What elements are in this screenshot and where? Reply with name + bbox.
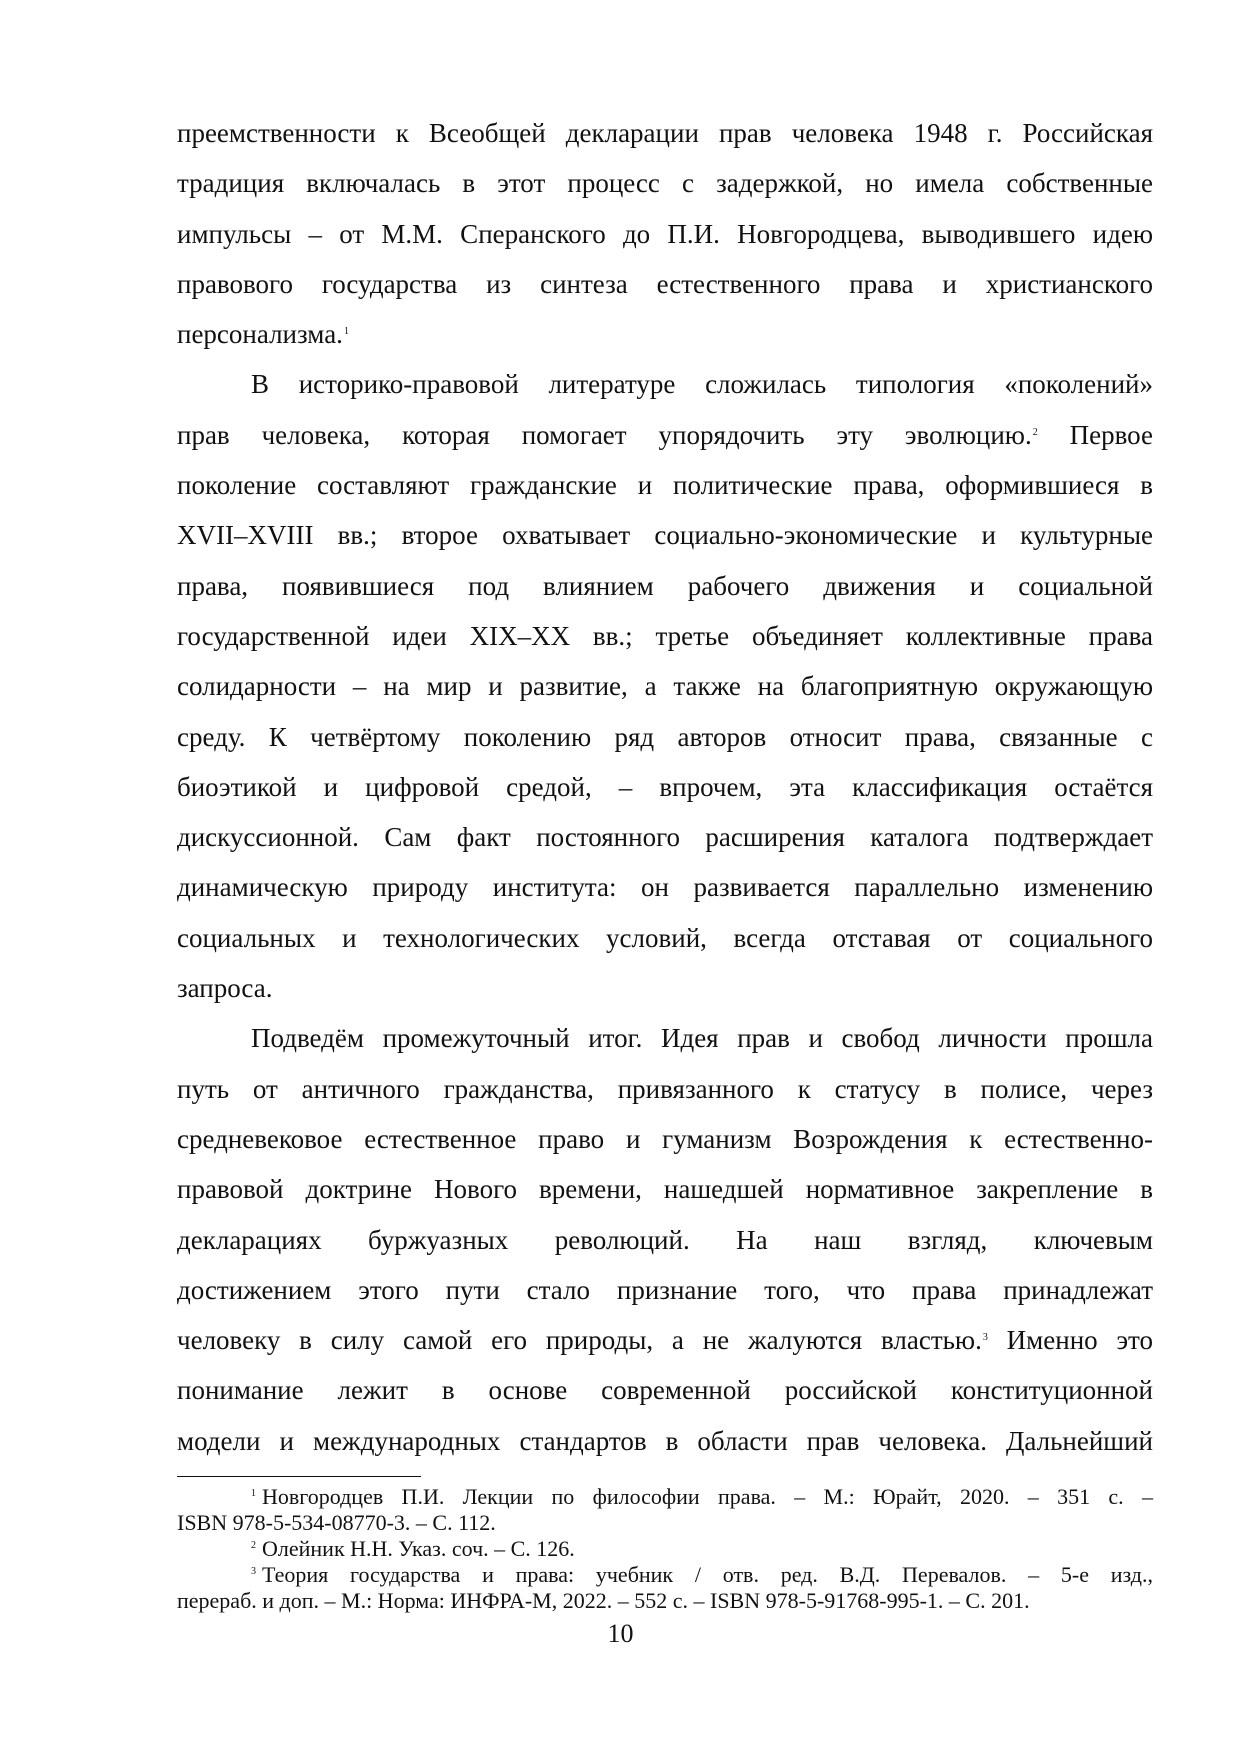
paragraph-3 [177, 1013, 1153, 1466]
text-line [177, 410, 1153, 460]
footnote-reference: 3 [982, 1332, 988, 1344]
text-line: поколение составляют гражданские и политические права, оформившиеся в [177, 470, 1153, 501]
text-fragment: персонализма. [177, 319, 343, 350]
text-line: государственной идеи XIX–XX вв.; третье объединяет коллективные права [177, 620, 1153, 651]
text-line [177, 309, 1153, 359]
page-number: 10 [607, 1619, 634, 1648]
text-line: запроса. [177, 973, 273, 1004]
footnote-2 [177, 1536, 1153, 1562]
text-line: биоэтикой и цифровой средой, – впрочем, эта классификация остаётся [177, 771, 1153, 802]
text-fragment: Первое [1037, 419, 1153, 450]
text-line: традиция включалась в этот процесс с задержкой, но имела собственные [177, 168, 1153, 199]
footnote-mark: 3 [251, 1566, 256, 1577]
footnote-separator [177, 1476, 421, 1477]
page-body [177, 108, 1153, 1466]
footnote-line [177, 1536, 1153, 1562]
footnote-line: перераб. и доп. – М.: Норма: ИНФРА-М, 2022. – 552 с. – ISBN 978-5-91768-995-1. – С. 201. [177, 1588, 1030, 1613]
footnotes [177, 1484, 1153, 1614]
text-fragment: Олейник Н.Н. Указ. соч. – С. 126. [262, 1536, 575, 1561]
text-fragment: Теория государства и права: учебник / отв. ред. В.Д. Перевалов. – 5-е изд., [262, 1562, 1153, 1587]
text-line: достижением этого пути стало признание того, что права принадлежат [177, 1274, 1153, 1305]
text-line: импульсы – от М.М. Сперанского до П.И. Новгородцева, выводившего идею [177, 218, 1153, 249]
text-line: XVII–XVIII вв.; второе охватывает социально-экономические и культурные [177, 520, 1153, 551]
footnote-1 [177, 1484, 1153, 1536]
text-line: понимание лежит в основе современной российской конституционной [177, 1375, 1153, 1406]
paragraph-2 [177, 359, 1153, 1013]
footnote-line [177, 1484, 1153, 1510]
text-line: средневековое естественное право и гуманизм Возрождения к естественно- [177, 1123, 1153, 1154]
footnote-mark: 2 [251, 1540, 256, 1551]
text-line: путь от античного гражданства, привязанного к статусу в полисе, через [177, 1073, 1153, 1104]
text-fragment: Именно это [987, 1325, 1154, 1356]
footnote-line [177, 1562, 1153, 1588]
text-line: права, появившиеся под влиянием рабочего движения и социальной [177, 570, 1153, 601]
text-line: правового государства из синтеза естественного права и христианского [177, 268, 1153, 299]
text-line: солидарности – на мир и развитие, а также на благоприятную окружающую [177, 671, 1153, 702]
footnote-reference: 2 [1032, 426, 1038, 438]
footnote-mark: 1 [251, 1488, 256, 1499]
text-line: Подведём промежуточный итог. Идея прав и свобод личности прошла [251, 1023, 1153, 1054]
footnote-reference: 1 [343, 326, 349, 338]
text-line: среду. К четвёртому поколению ряд авторов относит права, связанные с [177, 721, 1153, 752]
footnote-line: ISBN 978-5-534-08770-3. – С. 112. [177, 1510, 496, 1535]
text-line [177, 1315, 1153, 1365]
text-fragment: Новгородцев П.И. Лекции по философии права. – М.: Юрайт, 2020. – 351 с. – [262, 1484, 1153, 1509]
text-line: В историко-правовой литературе сложилась типология «поколений» [251, 369, 1153, 400]
text-fragment: человеку в силу самой его природы, а не жалуются властью. [177, 1325, 982, 1356]
text-line: декларациях буржуазных революций. На наш взгляд, ключевым [177, 1224, 1153, 1255]
text-line: динамическую природу института: он развивается параллельно изменению [177, 872, 1153, 903]
text-line: социальных и технологических условий, всегда отставая от социального [177, 922, 1153, 953]
footnote-3 [177, 1562, 1153, 1614]
text-fragment: прав человека, которая помогает упорядочить эту эволюцию. [177, 419, 1032, 450]
paragraph-1 [177, 108, 1153, 359]
text-line: правовой доктрине Нового времени, нашедшей нормативное закрепление в [177, 1174, 1153, 1205]
text-line: преемственности к Всеобщей декларации прав человека 1948 г. Российская [177, 118, 1153, 148]
text-line: модели и международных стандартов в области прав человека. Дальнейший [177, 1425, 1153, 1456]
text-line: дискуссионной. Сам факт постоянного расширения каталога подтверждает [177, 822, 1153, 853]
